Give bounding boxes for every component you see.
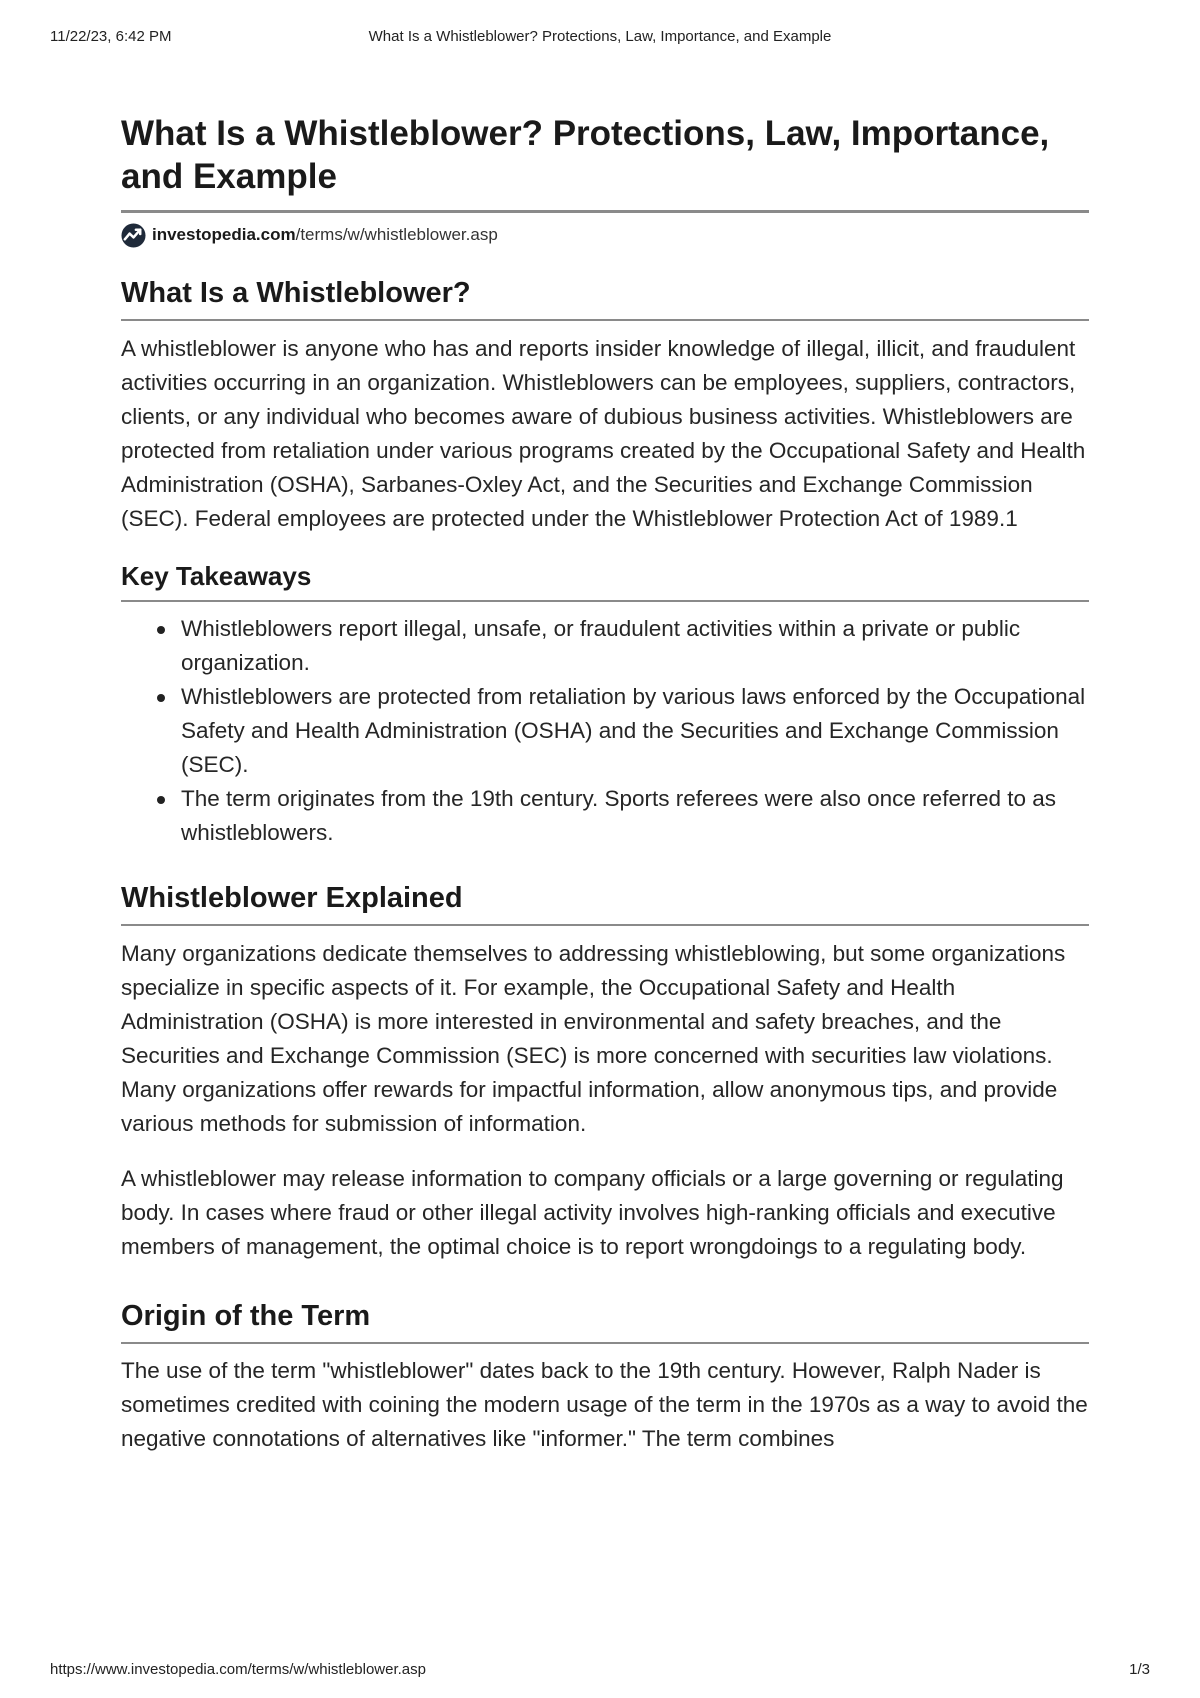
page-number: 1/3 [1129, 1661, 1150, 1678]
bullet-icon [157, 694, 165, 702]
explained-paragraph-1: Many organizations dedicate themselves to addressing whistleblowing, but some organizations specialize in specific aspects of it. For example, the Occupational Safety and Health Administration (OSHA) is more interested in environmental and safety breaches, and the Securities and Exchange Commission (SEC) is more concerned with securities law violations. Many organizations offer rewards for impactful information, allow anonymous tips, and provide various methods for submission of information. [121, 941, 1066, 1136]
article [121, 112, 1089, 1456]
investopedia-logo-icon [121, 223, 146, 248]
source-path[interactable]: /terms/w/whistleblower.asp [295, 225, 498, 244]
takeaway-text: Whistleblowers report illegal, unsafe, or fraudulent activities within a private or public organization. [181, 616, 1021, 675]
explained-paragraph-2: A whistleblower may release information to company officials or a large governing or regulating body. In cases where fraud or other illegal activity involves high-ranking officials and executive members of management, the optimal choice is to report wrongdoings to a regulating body. [121, 1166, 1064, 1259]
heading-origin-of-term: Origin of the Term [121, 1298, 1089, 1344]
takeaway-text: The term originates from the 19th century. Sports referees were also once referred to as whistleblowers. [181, 786, 1056, 845]
list-item [181, 782, 1089, 850]
bullet-icon [157, 626, 165, 634]
source-domain[interactable]: investopedia.com [152, 225, 296, 244]
origin-paragraph: The use of the term "whistleblower" dates back to the 19th century. However, Ralph Nader is sometimes credited with coining the modern usage of the term in the 1970s as a way to avoid the negative connotations of alternatives like "informer." The term combines [121, 1358, 1088, 1451]
key-takeaways-list [121, 612, 1089, 850]
print-date: 11/22/23, 6:42 PM [50, 28, 172, 45]
article-title: What Is a Whistleblower? Protections, Law, Importance, and Example [121, 112, 1089, 213]
heading-whistleblower-explained: Whistleblower Explained [121, 880, 1089, 926]
print-footer [50, 1661, 1150, 1681]
source-link[interactable] [121, 222, 1089, 248]
print-header [50, 28, 1150, 48]
heading-key-takeaways: Key Takeaways [121, 560, 1089, 602]
list-item [181, 612, 1089, 680]
print-document-title: What Is a Whistleblower? Protections, Law, Importance, and Example [368, 28, 832, 45]
intro-paragraph: A whistleblower is anyone who has and reports insider knowledge of illegal, illicit, and fraudulent activities occurring in an organization. Whistleblowers can be employees, suppliers, contractors, clients, or any individual who becomes aware of dubious business activities. Whistleblowers are protected from retaliation under various programs created by the Occupational Safety and Health Administration (OSHA), Sarbanes-Oxley Act, and the Securities and Exchange Commission (SEC). Federal employees are protected under the Whistleblower Protection Act of 1989.1 [121, 336, 1086, 531]
list-item [181, 680, 1089, 782]
heading-what-is-whistleblower: What Is a Whistleblower? [121, 275, 1089, 321]
page-url: https://www.investopedia.com/terms/w/whistleblower.asp [50, 1661, 426, 1678]
bullet-icon [157, 796, 165, 804]
takeaway-text: Whistleblowers are protected from retaliation by various laws enforced by the Occupational Safety and Health Administration (OSHA) and the Securities and Exchange Commission (SEC). [181, 684, 1086, 777]
